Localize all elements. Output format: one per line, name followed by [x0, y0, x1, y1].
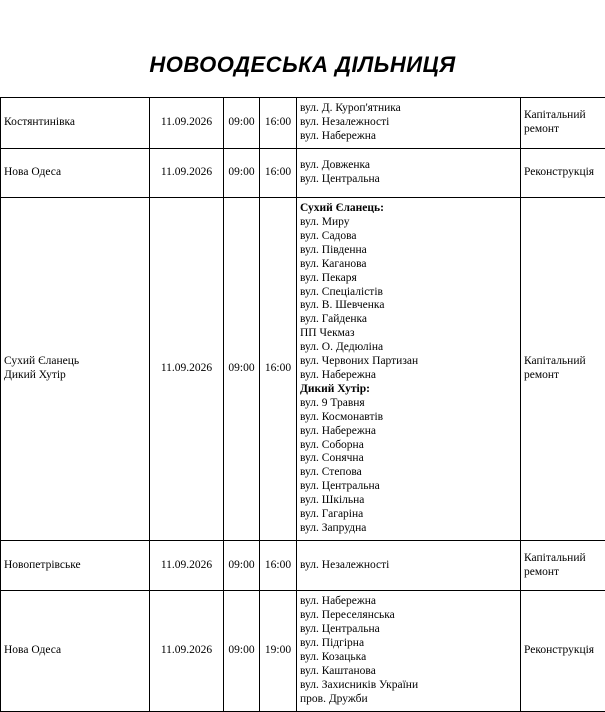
street-name: вул. Незалежності: [300, 116, 390, 129]
work-type-cell: Реконструкція: [521, 591, 605, 712]
street-name: вул. Гайденка: [300, 313, 368, 326]
street-name: вул. Миру: [300, 216, 350, 229]
work-type-cell: Капітальний ремонт: [521, 198, 605, 541]
street-name: вул. В. Шевченка: [300, 299, 385, 312]
location-cell: [1, 149, 150, 198]
streets-cell: [297, 591, 521, 712]
location-name: Сухий Єланець: [4, 355, 80, 368]
street-name: вул. Космонавтів: [300, 410, 384, 423]
settlement-heading: Сухий Єланець:: [300, 202, 384, 215]
street-name: вул. Набережна: [300, 595, 377, 608]
street-name: вул. Набережна: [300, 424, 377, 437]
date-cell: 11.09.2026: [150, 149, 224, 198]
location-name: Нова Одеса: [4, 644, 62, 657]
street-name: вул. Запрудна: [300, 521, 367, 534]
street-name: вул. Гагаріна: [300, 508, 364, 521]
location-cell: [1, 198, 150, 541]
date-cell: 11.09.2026: [150, 198, 224, 541]
street-name: вул. Каганова: [300, 257, 367, 270]
start-time-cell: 09:00: [224, 541, 260, 591]
start-time-cell: 09:00: [224, 591, 260, 712]
table-row: [1, 591, 605, 712]
street-name: вул. Довженка: [300, 159, 371, 172]
street-name: вул. Садова: [300, 229, 357, 242]
street-name: вул. Соборна: [300, 438, 364, 451]
work-type-cell: Капітальний ремонт: [521, 98, 605, 149]
street-name: вул. Козацька: [300, 651, 367, 663]
end-time-cell: 19:00: [260, 591, 297, 712]
street-name: пров. Дружби: [300, 692, 368, 705]
date-cell: 11.09.2026: [150, 591, 224, 712]
street-name: вул. О. Дедюліна: [300, 341, 384, 354]
street-name: вул. Південна: [300, 243, 367, 256]
table-body: [1, 98, 605, 712]
start-time-cell: 09:00: [224, 198, 260, 541]
location-name: Новопетрівське: [4, 558, 81, 571]
street-name: вул. Набережна: [300, 369, 377, 381]
table-row: [1, 149, 605, 198]
table-row: [1, 98, 605, 149]
streets-cell: [297, 149, 521, 198]
street-name: вул. Центральна: [300, 623, 380, 636]
end-time-cell: 16:00: [260, 98, 297, 149]
streets-cell: [297, 198, 521, 541]
street-name: вул. Підгірна: [300, 637, 365, 650]
street-name: вул. Незалежності: [300, 558, 390, 571]
location-name: Нова Одеса: [4, 166, 62, 179]
street-name: вул. Степова: [300, 466, 362, 479]
location-name: Дикий Хутір: [4, 369, 66, 381]
start-time-cell: 09:00: [224, 98, 260, 149]
date-cell: 11.09.2026: [150, 98, 224, 149]
street-name: вул. Червоних Партизан: [300, 355, 419, 368]
street-name: вул. Набережна: [300, 129, 377, 142]
street-name: вул. Центральна: [300, 480, 380, 493]
outage-schedule-table: [0, 97, 605, 712]
street-name: вул. Переселянська: [300, 609, 395, 622]
work-type-cell: Реконструкція: [521, 149, 605, 198]
date-cell: 11.09.2026: [150, 541, 224, 591]
street-name: вул. 9 Травня: [300, 396, 365, 409]
street-name: вул. Захисників України: [300, 678, 419, 691]
street-name: вул. Шкільна: [300, 494, 365, 507]
street-name: вул. Сонячна: [300, 452, 364, 465]
settlement-heading: Дикий Хутір:: [300, 382, 370, 395]
streets-cell: [297, 98, 521, 149]
end-time-cell: 16:00: [260, 149, 297, 198]
street-name: вул. Спеціалістів: [300, 285, 383, 298]
location-cell: [1, 541, 150, 591]
page-title: НОВООДЕСЬКА ДІЛЬНИЦЯ: [149, 52, 456, 77]
end-time-cell: 16:00: [260, 198, 297, 541]
table-row: [1, 198, 605, 541]
street-name: вул. Каштанова: [300, 664, 376, 677]
end-time-cell: 16:00: [260, 541, 297, 591]
location-cell: [1, 591, 150, 712]
street-name: вул. Пекаря: [300, 271, 357, 284]
location-name: Костянтинівка: [4, 116, 76, 129]
street-name: вул. Центральна: [300, 173, 380, 185]
street-name: вул. Д. Куроп'ятника: [300, 102, 401, 115]
location-cell: [1, 98, 150, 149]
table-row: [1, 541, 605, 591]
work-type-cell: Капітальний ремонт: [521, 541, 605, 591]
streets-cell: [297, 541, 521, 591]
street-name: ПП Чекмаз: [300, 327, 355, 340]
start-time-cell: 09:00: [224, 149, 260, 198]
